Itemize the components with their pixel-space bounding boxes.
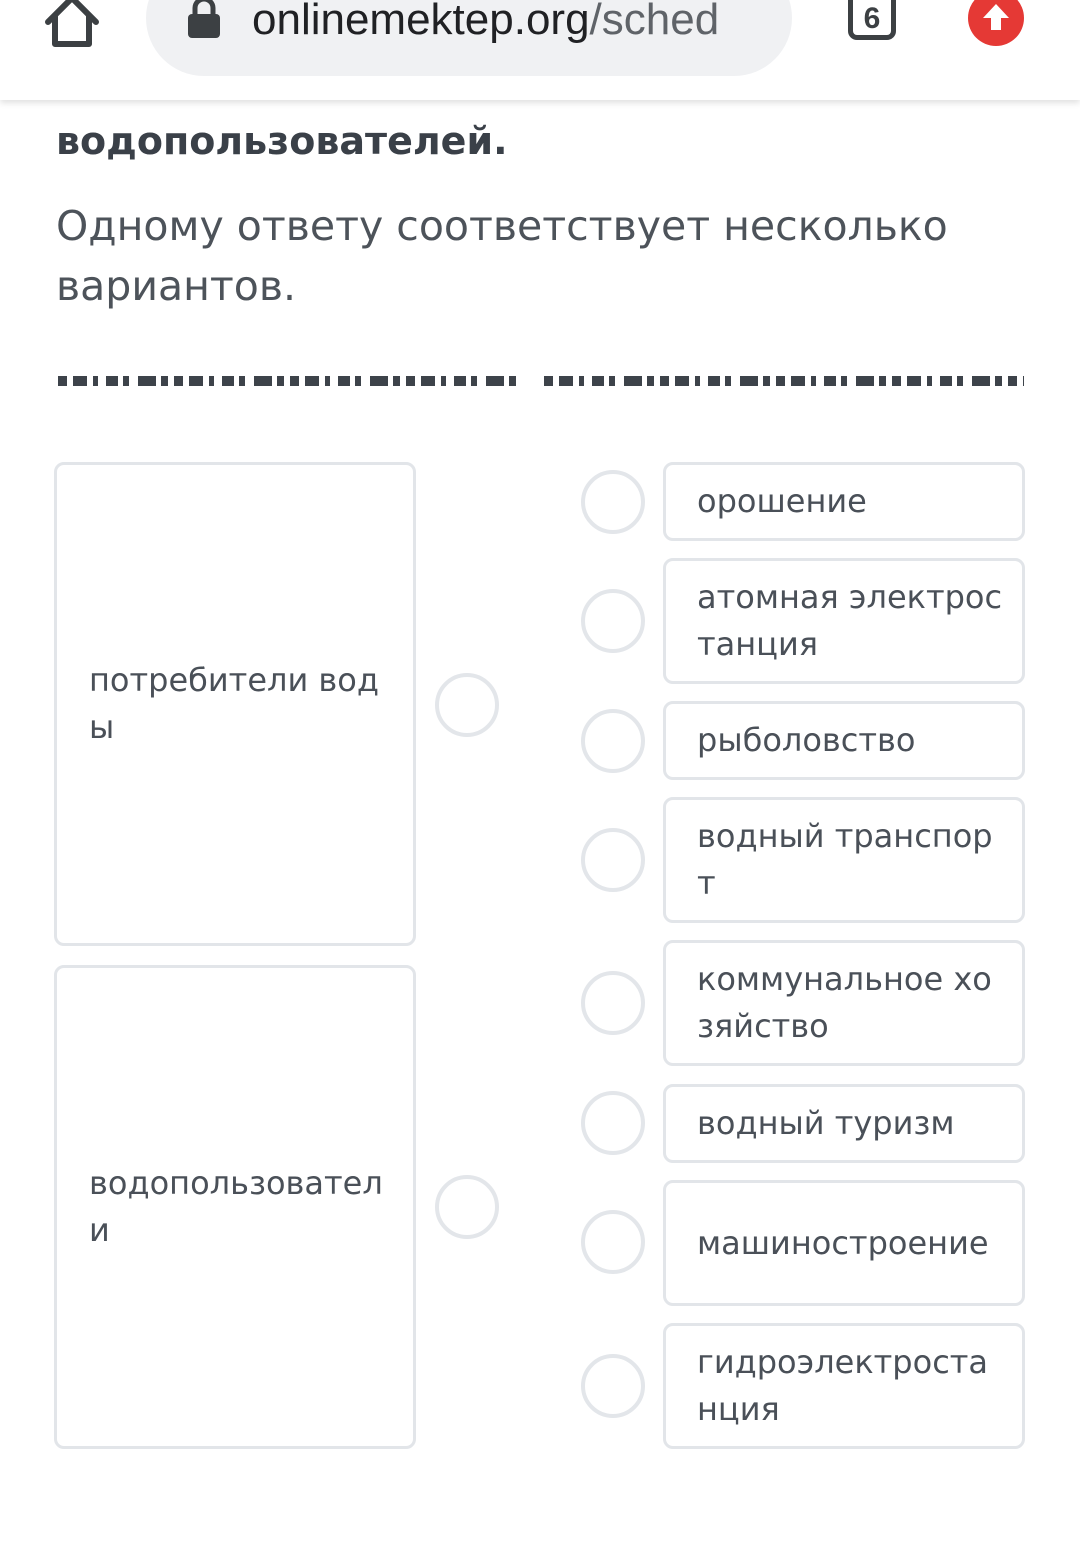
right-item-label: водный туризм xyxy=(697,1104,955,1142)
left-item-connector[interactable] xyxy=(435,1175,499,1239)
right-item-hydro-plant[interactable] xyxy=(663,1323,1025,1449)
left-item-water-consumers[interactable] xyxy=(54,462,416,946)
right-item-water-transport[interactable] xyxy=(663,797,1025,923)
divider xyxy=(58,372,1024,384)
right-item-connector[interactable] xyxy=(581,828,645,892)
url-path: /sched xyxy=(589,0,720,44)
right-item-water-tourism[interactable] xyxy=(663,1084,1025,1163)
right-item-label: орошение xyxy=(697,482,867,520)
right-item-utilities[interactable] xyxy=(663,940,1025,1066)
url-text[interactable] xyxy=(252,0,782,46)
right-item-machine-building[interactable] xyxy=(663,1180,1025,1306)
right-item-connector[interactable] xyxy=(581,1354,645,1418)
left-item-label: водопользователи xyxy=(89,1164,383,1249)
right-item-connector[interactable] xyxy=(581,1091,645,1155)
right-item-label: коммунальное хозяйство xyxy=(697,960,992,1045)
right-item-label: гидроэлектростанция xyxy=(697,1343,989,1428)
question-title: водопользователей. xyxy=(56,119,508,163)
lock-icon xyxy=(186,0,222,42)
browser-toolbar xyxy=(0,0,1080,100)
question-hint: Одному ответу соответствует несколько вариантов. xyxy=(56,202,948,310)
right-item-nuclear-plant[interactable] xyxy=(663,558,1025,684)
url-domain: onlinemektep.org xyxy=(252,0,590,44)
right-item-connector[interactable] xyxy=(581,971,645,1035)
home-icon[interactable] xyxy=(40,0,104,52)
right-item-label: машиностроение xyxy=(697,1223,989,1262)
right-item-connector[interactable] xyxy=(581,1210,645,1274)
right-item-connector[interactable] xyxy=(581,589,645,653)
tab-switcher-icon[interactable]: 6 xyxy=(848,0,896,40)
right-item-connector[interactable] xyxy=(581,709,645,773)
right-item-label: атомная электростанция xyxy=(697,578,1003,663)
right-item-fishing[interactable] xyxy=(663,701,1025,780)
right-item-irrigation[interactable] xyxy=(663,462,1025,541)
left-item-connector[interactable] xyxy=(435,673,499,737)
right-item-connector[interactable] xyxy=(581,470,645,534)
left-item-label: потребители воды xyxy=(89,661,379,746)
right-item-label: рыболовство xyxy=(697,721,916,759)
update-arrow-icon[interactable] xyxy=(968,0,1024,46)
left-item-water-users[interactable] xyxy=(54,965,416,1449)
right-item-label: водный транспорт xyxy=(697,817,993,902)
